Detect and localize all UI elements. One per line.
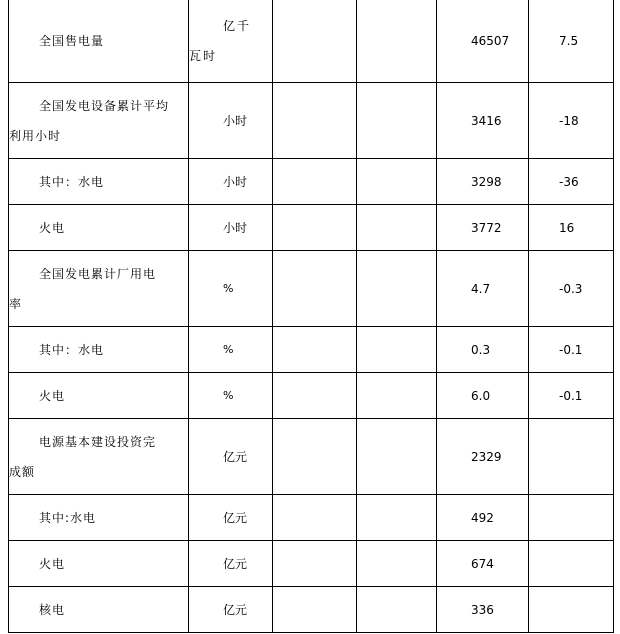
unit-cell: [189, 587, 273, 633]
unit-cell: [189, 419, 273, 495]
unit-label: %: [223, 282, 234, 295]
empty-cell: [357, 327, 437, 373]
change-cell: [529, 0, 614, 83]
indicator-name-cell: [9, 495, 189, 541]
unit-label: 小时: [223, 221, 248, 235]
statistics-table: [8, 0, 614, 633]
empty-cell: [357, 83, 437, 159]
value-text: 3298: [471, 174, 502, 189]
unit-cell: [189, 373, 273, 419]
unit-cell: [189, 159, 273, 205]
change-cell: [529, 205, 614, 251]
indicator-name: 火电: [39, 220, 66, 235]
unit-label: 亿元: [223, 557, 248, 571]
value-cell: [437, 587, 529, 633]
table-row: [9, 495, 614, 541]
empty-cell: [357, 373, 437, 419]
unit-cell: [189, 251, 273, 327]
unit-label: %: [223, 343, 234, 356]
change-cell: [529, 373, 614, 419]
table-row: [9, 0, 614, 83]
empty-cell: [273, 587, 357, 633]
change-text: -0.1: [559, 342, 583, 357]
unit-label: 亿元: [223, 603, 248, 617]
empty-cell: [273, 541, 357, 587]
value-text: 2329: [471, 449, 502, 464]
unit-cell: [189, 205, 273, 251]
change-cell: [529, 587, 614, 633]
empty-cell: [273, 373, 357, 419]
value-cell: [437, 251, 529, 327]
table-row: [9, 541, 614, 587]
change-cell: [529, 159, 614, 205]
unit-label: 亿元: [223, 511, 248, 525]
unit-label: 小时: [223, 114, 248, 128]
value-text: 492: [471, 510, 494, 525]
empty-cell: [357, 251, 437, 327]
unit-label: 亿元: [223, 450, 248, 464]
indicator-name: 其中：水电: [39, 174, 105, 189]
change-text: 7.5: [559, 33, 579, 48]
indicator-name: 全国发电累计厂用电率: [9, 266, 157, 311]
indicator-name-cell: [9, 205, 189, 251]
unit-cell: [189, 0, 273, 83]
change-text: -18: [559, 113, 579, 128]
change-text: -0.3: [559, 281, 583, 296]
empty-cell: [357, 205, 437, 251]
indicator-name-cell: [9, 83, 189, 159]
change-cell: [529, 251, 614, 327]
value-cell: [437, 327, 529, 373]
table-row: [9, 159, 614, 205]
change-text: -0.1: [559, 388, 583, 403]
indicator-name: 火电: [39, 388, 66, 403]
value-cell: [437, 495, 529, 541]
empty-cell: [357, 159, 437, 205]
unit-cell: [189, 83, 273, 159]
table-row: [9, 373, 614, 419]
empty-cell: [273, 159, 357, 205]
value-cell: [437, 541, 529, 587]
empty-cell: [273, 419, 357, 495]
indicator-name-cell: [9, 373, 189, 419]
indicator-name: 全国售电量: [39, 33, 105, 48]
table-row: [9, 327, 614, 373]
empty-cell: [273, 205, 357, 251]
value-cell: [437, 0, 529, 83]
change-cell: [529, 83, 614, 159]
change-text: 16: [559, 220, 575, 235]
indicator-name: 核电: [39, 602, 66, 617]
indicator-name-cell: [9, 159, 189, 205]
table-row: [9, 587, 614, 633]
empty-cell: [273, 251, 357, 327]
empty-cell: [357, 541, 437, 587]
change-cell: [529, 419, 614, 495]
value-text: 46507: [471, 33, 510, 48]
indicator-name: 全国发电设备累计平均利用小时: [9, 98, 170, 143]
change-cell: [529, 541, 614, 587]
value-cell: [437, 373, 529, 419]
indicator-name: 其中:水电: [39, 510, 97, 525]
value-cell: [437, 205, 529, 251]
value-text: 336: [471, 602, 494, 617]
unit-label: 亿千瓦时: [189, 18, 252, 63]
empty-cell: [273, 495, 357, 541]
change-text: -36: [559, 174, 579, 189]
empty-cell: [273, 327, 357, 373]
indicator-name: 电源基本建设投资完成额: [9, 434, 157, 479]
value-cell: [437, 419, 529, 495]
empty-cell: [273, 0, 357, 83]
value-text: 3416: [471, 113, 502, 128]
table-row: [9, 83, 614, 159]
table-row: [9, 419, 614, 495]
indicator-name-cell: [9, 251, 189, 327]
value-text: 4.7: [471, 281, 491, 296]
empty-cell: [357, 495, 437, 541]
value-text: 3772: [471, 220, 502, 235]
change-cell: [529, 327, 614, 373]
empty-cell: [357, 587, 437, 633]
unit-label: 小时: [223, 175, 248, 189]
indicator-name: 火电: [39, 556, 66, 571]
unit-cell: [189, 541, 273, 587]
table-row: [9, 251, 614, 327]
value-text: 6.0: [471, 388, 491, 403]
unit-cell: [189, 327, 273, 373]
indicator-name-cell: [9, 327, 189, 373]
indicator-name-cell: [9, 0, 189, 83]
indicator-name-cell: [9, 419, 189, 495]
table-row: [9, 205, 614, 251]
value-text: 0.3: [471, 342, 491, 357]
unit-label: %: [223, 389, 234, 402]
indicator-name-cell: [9, 587, 189, 633]
value-cell: [437, 159, 529, 205]
empty-cell: [273, 83, 357, 159]
empty-cell: [357, 419, 437, 495]
value-text: 674: [471, 556, 494, 571]
unit-cell: [189, 495, 273, 541]
empty-cell: [357, 0, 437, 83]
value-cell: [437, 83, 529, 159]
change-cell: [529, 495, 614, 541]
indicator-name: 其中：水电: [39, 342, 105, 357]
indicator-name-cell: [9, 541, 189, 587]
